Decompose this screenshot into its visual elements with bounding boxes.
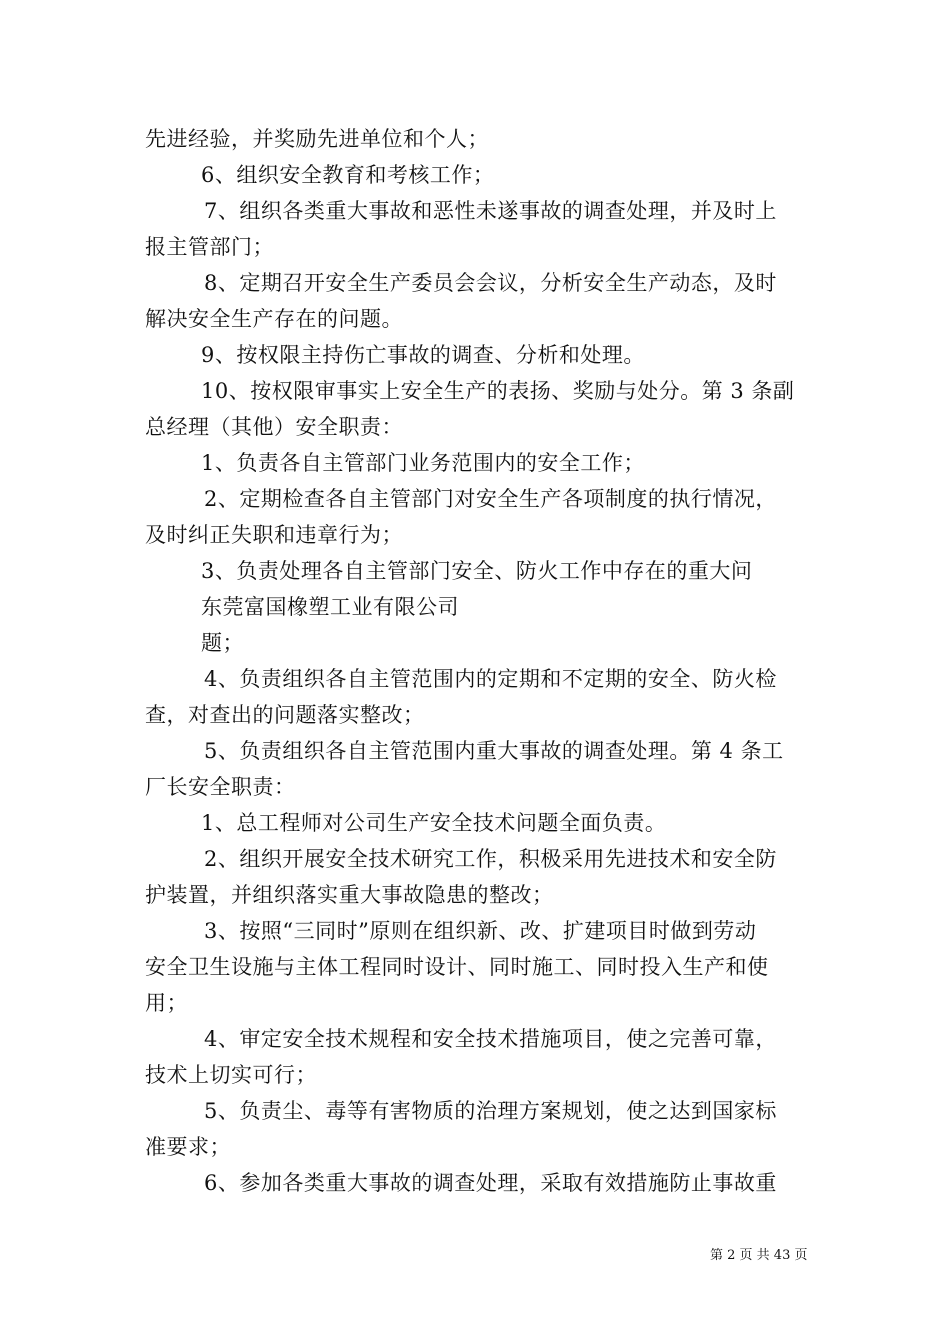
text-line: 及时纠正失职和违章行为； bbox=[145, 523, 403, 547]
text-line: 解决安全生产存在的问题。 bbox=[145, 307, 403, 331]
text-line: 8、定期召开安全生产委员会会议，分析安全生产动态，及时 bbox=[204, 271, 777, 295]
text-line: 1、总工程师对公司生产安全技术问题全面负责。 bbox=[201, 811, 667, 835]
text-line: 6、参加各类重大事故的调查处理，采取有效措施防止事故重 bbox=[204, 1171, 777, 1195]
text-line: 用； bbox=[145, 991, 188, 1015]
text-line: 准要求； bbox=[145, 1135, 231, 1159]
text-line: 先进经验，并奖励先进单位和个人； bbox=[145, 127, 489, 151]
text-line: 3、按照“三同时”原则在组织新、改、扩建项目时做到劳动 bbox=[204, 919, 757, 943]
text-line: 报主管部门； bbox=[145, 235, 274, 259]
company-name: 东莞富国橡塑工业有限公司 bbox=[201, 595, 459, 619]
text-line: 题； bbox=[201, 631, 244, 655]
text-line: 9、按权限主持伤亡事故的调查、分析和处理。 bbox=[201, 343, 645, 367]
text-line: 3、负责处理各自主管部门安全、防火工作中存在的重大问 bbox=[201, 559, 753, 583]
text-line: 5、负责组织各自主管范围内重大事故的调查处理。第 4 条工 bbox=[204, 739, 784, 763]
text-line: 1、负责各自主管部门业务范围内的安全工作； bbox=[201, 451, 645, 475]
text-line: 厂长安全职责： bbox=[145, 775, 296, 799]
page-number: 第 2 页 共 43 页 bbox=[710, 1248, 808, 1263]
text-line: 10、按权限审事实上安全生产的表扬、奖励与处分。第 3 条副 bbox=[201, 379, 795, 403]
text-line: 7、组织各类重大事故和恶性未遂事故的调查处理，并及时上 bbox=[204, 199, 777, 223]
text-line: 2、组织开展安全技术研究工作，积极采用先进技术和安全防 bbox=[204, 847, 777, 871]
text-line: 查，对查出的问题落实整改； bbox=[145, 703, 425, 727]
text-line: 技术上切实可行； bbox=[145, 1063, 317, 1087]
text-line: 总经理（其他）安全职责： bbox=[145, 415, 403, 439]
text-line: 5、负责尘、毒等有害物质的治理方案规划，使之达到国家标 bbox=[204, 1099, 777, 1123]
text-line: 护装置，并组织落实重大事故隐患的整改； bbox=[145, 883, 554, 907]
text-line: 4、负责组织各自主管范围内的定期和不定期的安全、防火检 bbox=[204, 667, 777, 691]
text-line: 4、审定安全技术规程和安全技术措施项目，使之完善可靠， bbox=[204, 1027, 777, 1051]
text-line: 安全卫生设施与主体工程同时设计、同时施工、同时投入生产和使 bbox=[145, 955, 769, 979]
text-line: 6、组织安全教育和考核工作； bbox=[201, 163, 495, 187]
text-line: 2、定期检查各自主管部门对安全生产各项制度的执行情况， bbox=[204, 487, 777, 511]
